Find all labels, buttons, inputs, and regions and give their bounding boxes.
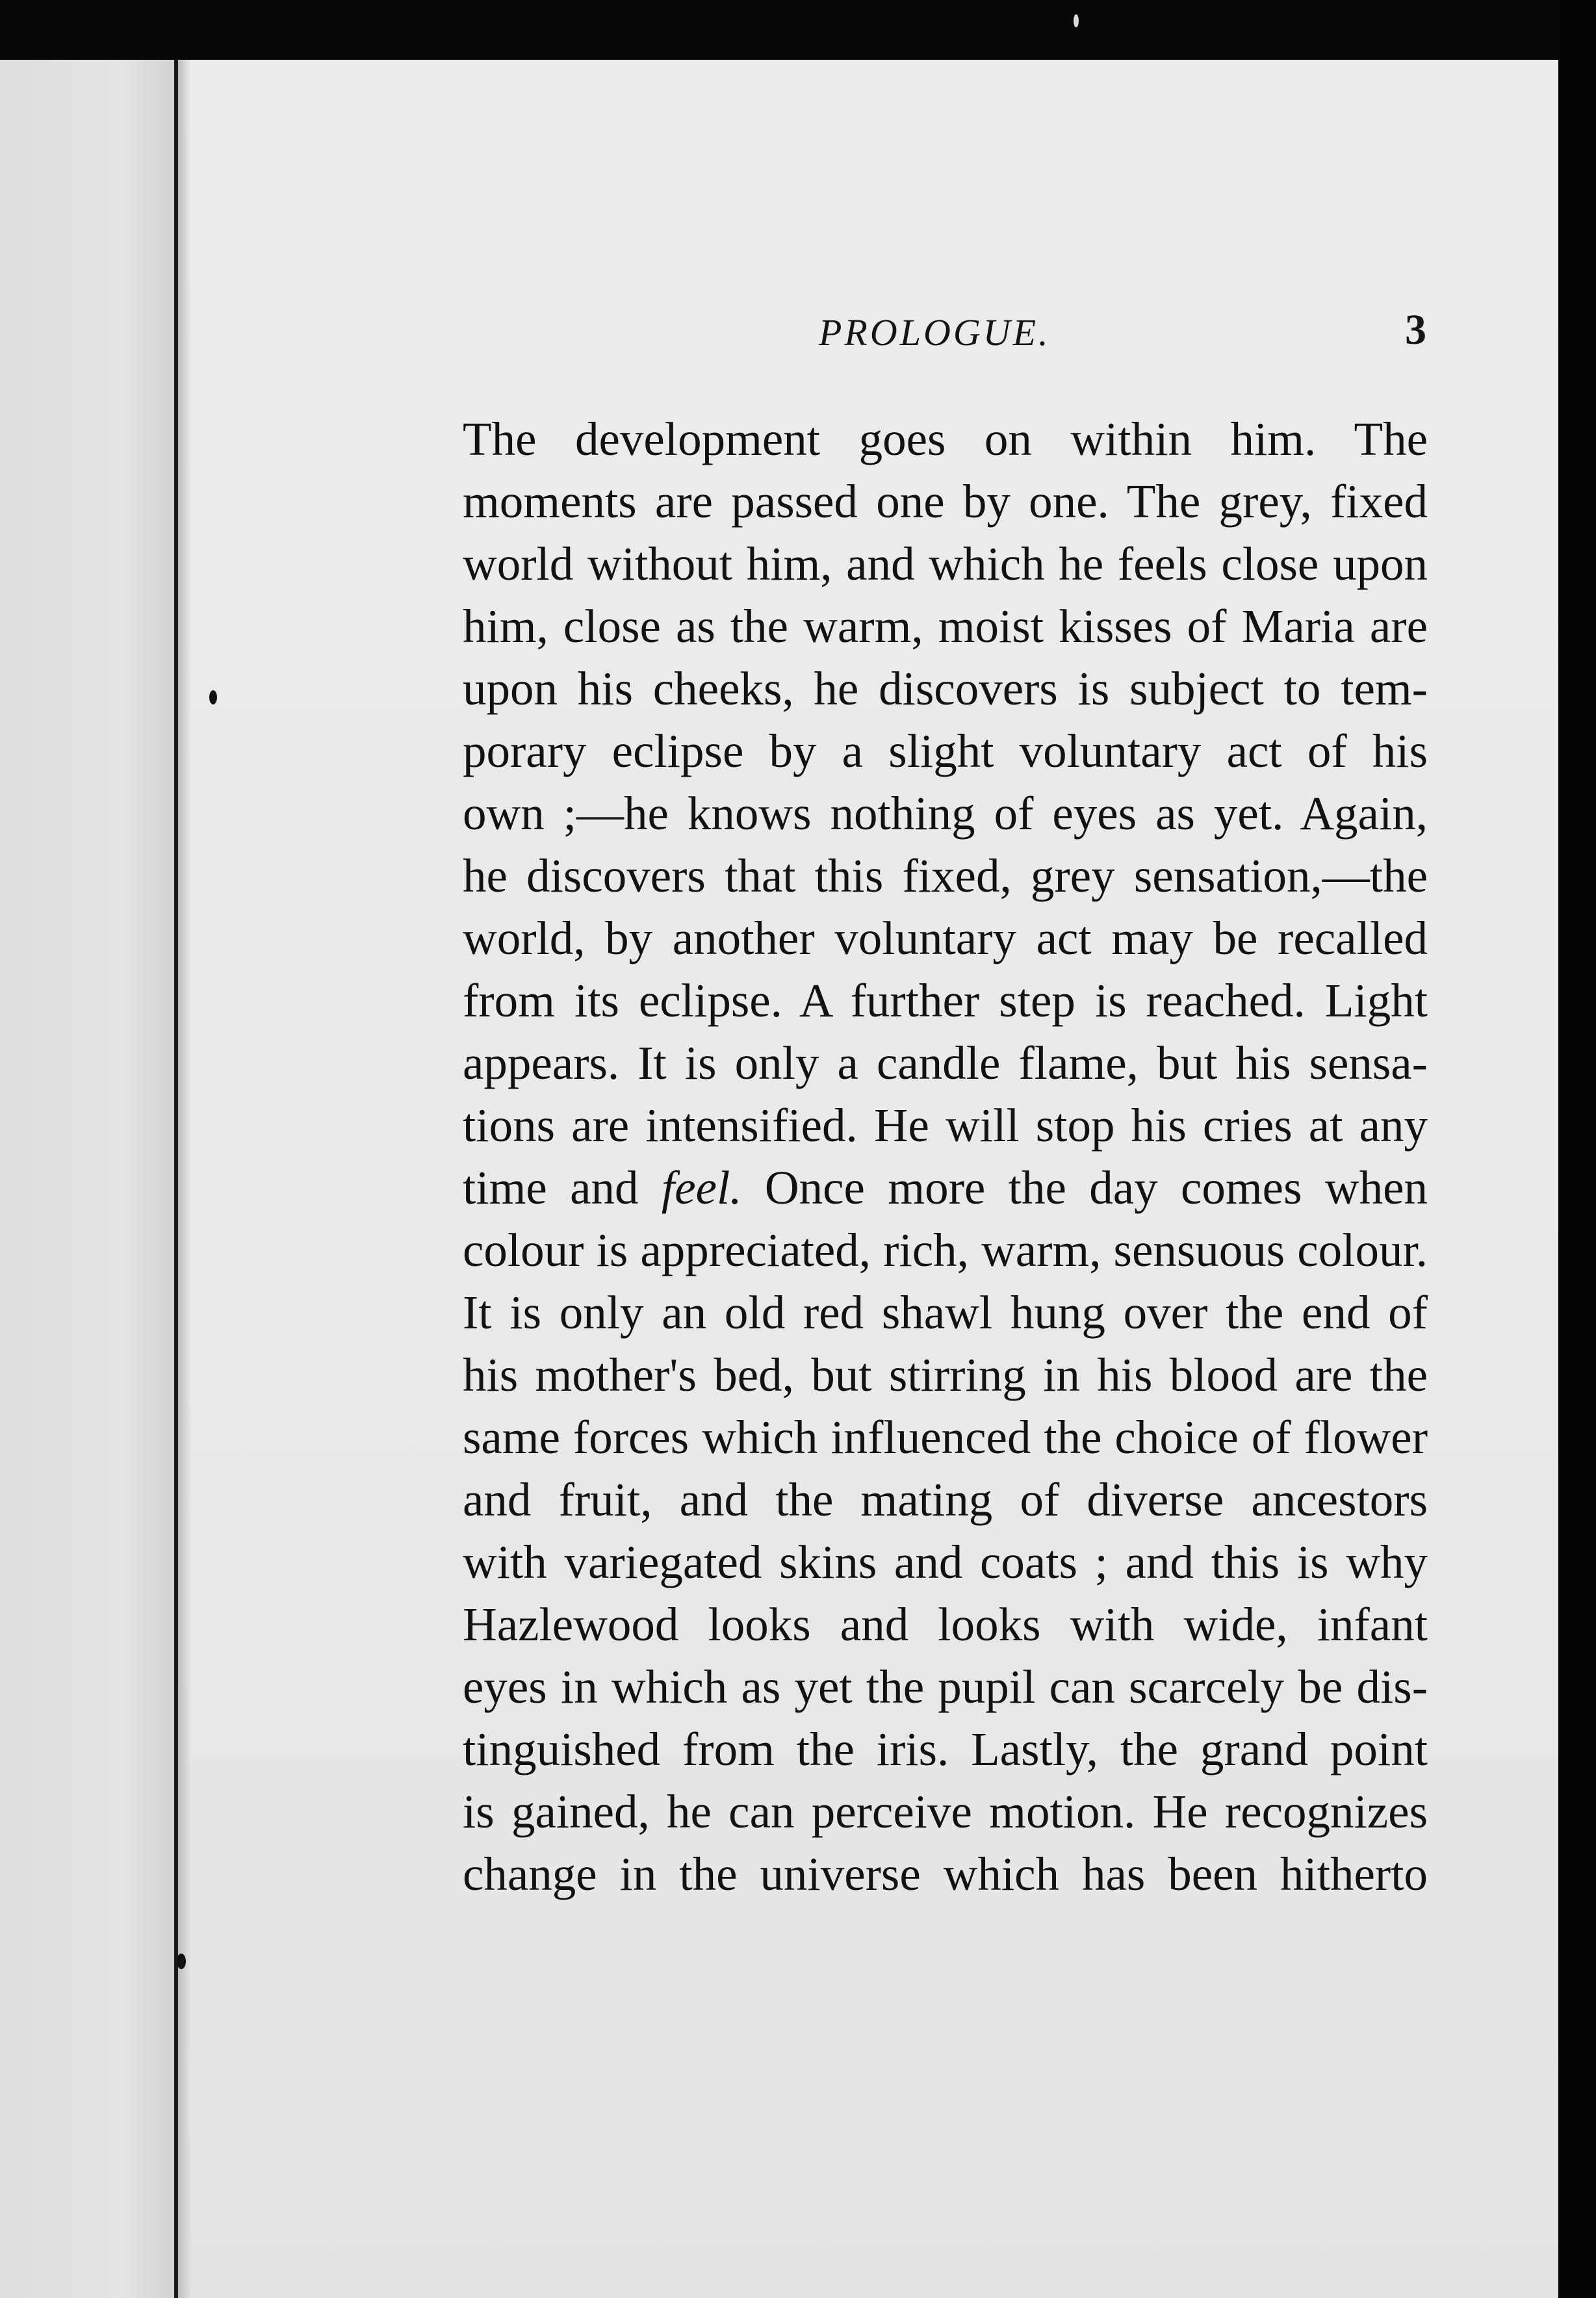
- text-line: world without him, and which he feels close upon: [463, 537, 1428, 590]
- text-line: moments are passed one by one. The grey, fixed: [463, 475, 1428, 528]
- text-line: he discovers that this fixed, grey sensation,—the: [463, 849, 1428, 902]
- ink-speck: [177, 1954, 186, 1969]
- text-line: tions are intensified. He will stop his cries at any: [463, 1099, 1428, 1152]
- ink-speck: [1074, 14, 1079, 27]
- scan-border-top: [0, 0, 1596, 60]
- page-number: 3: [1405, 306, 1426, 354]
- text-line: own ;—he knows nothing of eyes as yet. Again,: [463, 787, 1428, 840]
- text-line: Hazlewood looks and looks with wide, infant: [463, 1598, 1428, 1651]
- text-line: It is only an old red shawl hung over the end of: [463, 1286, 1428, 1339]
- text-line: colour is appreciated, rich, warm, sensuous colour.: [463, 1224, 1428, 1276]
- running-head: PROLOGUE.: [819, 311, 1051, 354]
- text-line: from its eclipse. A further step is reached. Light: [463, 974, 1428, 1027]
- text-line: with variegated skins and coats ; and this is why: [463, 1536, 1428, 1588]
- text-line: him, close as the warm, moist kisses of Maria are: [463, 600, 1428, 652]
- italic-word: feel.: [661, 1161, 742, 1214]
- text-line: appears. It is only a candle flame, but his sensa-: [463, 1037, 1428, 1089]
- text-line: porary eclipse by a slight voluntary act of his: [463, 725, 1428, 777]
- ink-speck: [209, 690, 217, 704]
- body-text: [463, 408, 1428, 1905]
- text-line: change in the universe which has been hitherto: [463, 1848, 1428, 1900]
- text-line: eyes in which as yet the pupil can scarcely be dis-: [463, 1660, 1428, 1713]
- text-line: and fruit, and the mating of diverse ancestors: [463, 1473, 1428, 1526]
- text-line: is gained, he can perceive motion. He recognizes: [463, 1785, 1428, 1838]
- text-line: tinguished from the iris. Lastly, the grand point: [463, 1723, 1428, 1775]
- text-line: [463, 1157, 1428, 1219]
- text-line: The development goes on within him. The: [463, 413, 1428, 465]
- text-segment: time and: [463, 1161, 662, 1214]
- text-line: upon his cheeks, he discovers is subject to tem-: [463, 662, 1428, 715]
- text-line: his mother's bed, but stirring in his blood are the: [463, 1349, 1428, 1401]
- text-line: world, by another voluntary act may be recalled: [463, 912, 1428, 964]
- text-line: same forces which influenced the choice of flower: [463, 1411, 1428, 1464]
- scan-border-right: [1558, 0, 1596, 2298]
- text-segment: Once more the day comes when: [741, 1161, 1428, 1214]
- facing-page-edge: [0, 39, 175, 2298]
